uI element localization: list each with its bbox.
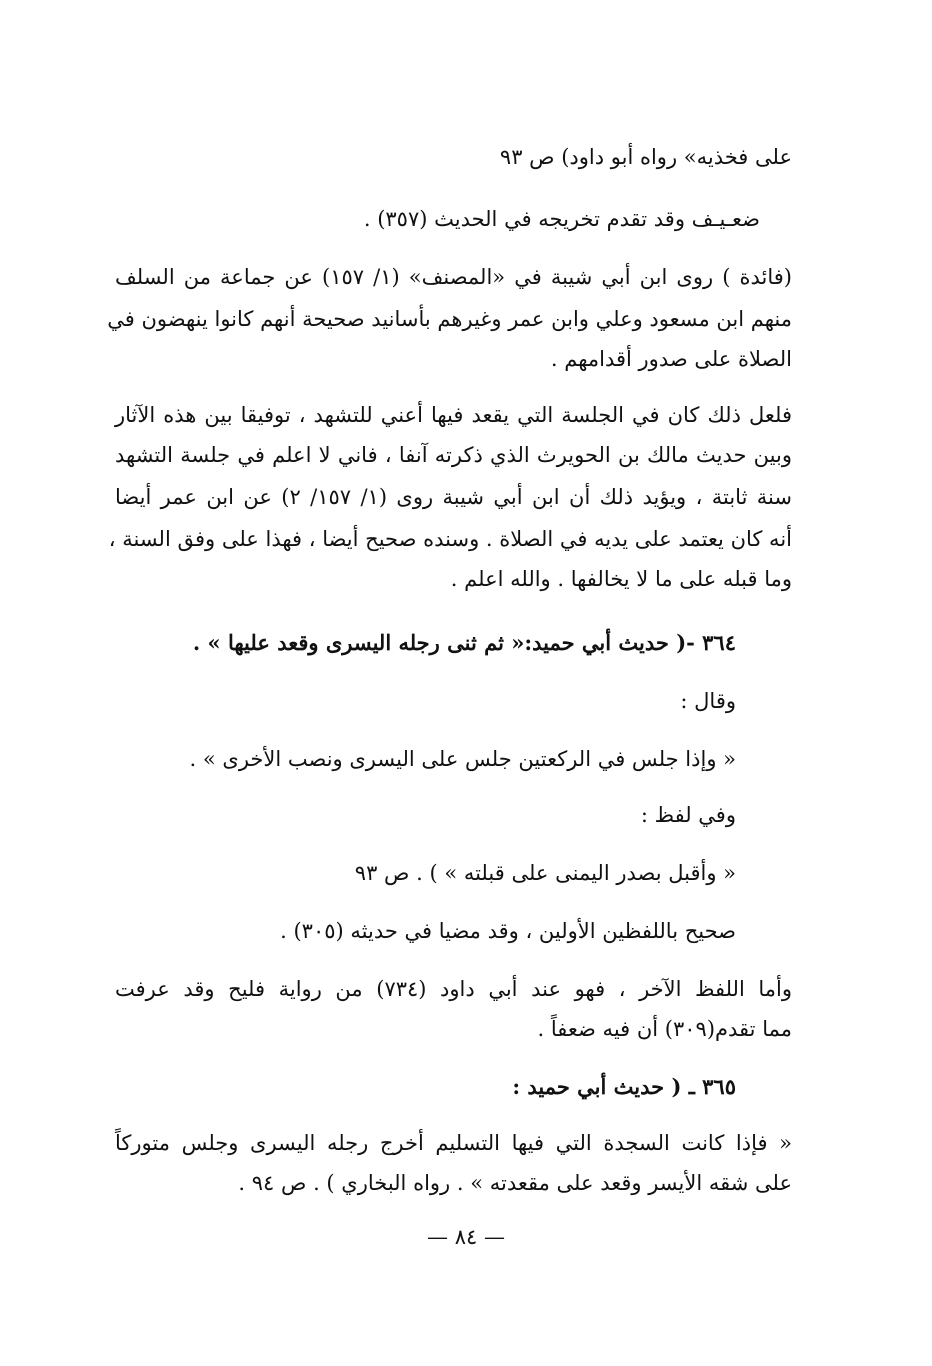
text-line: وقال : xyxy=(680,689,736,713)
text-line: الصلاة على صدور أقدامهم . xyxy=(550,347,792,371)
text-line: « وأقبل بصدر اليمنى على قبلته » ) . ص ٩٣ xyxy=(354,861,736,885)
text-line: أنه كان يعتمد على يديه في الصلاة . وسنده صحيح أيضا ، فهذا على وفق السنة ، xyxy=(108,527,792,551)
text-line: وما قبله على ما لا يخالفها . والله اعلم . xyxy=(450,567,792,591)
text-line: سنة ثابتة ، ويؤيد ذلك أن ابن أبي شيبة روى (١/ ١٥٧/ ٢) عن ابن عمر أيضا xyxy=(115,485,792,509)
grading-line: صحيح باللفظين الأولين ، وقد مضيا في حديثه (٣٠٥) . xyxy=(280,919,736,943)
text-line: « فإذا كانت السجدة التي فيها التسليم أخرج رجله اليسرى وجلس متوركاً xyxy=(115,1131,792,1155)
page-number: — ٨٤ — xyxy=(427,1225,505,1249)
grading-line: ضعـيـف وقد تقدم تخريجه في الحديث (٣٥٧) . xyxy=(363,207,760,231)
hadith-heading: ٣٦٤ -( حديث أبي حميد:« ثم ثنى رجله اليسرى وقعد عليها » . xyxy=(192,630,736,655)
text-line: منهم ابن مسعود وعلي وابن عمر وغيرهم بأسانيد صحيحة أنهم كانوا ينهضون في xyxy=(107,307,792,331)
text-line: على فخذيه» رواه أبو داود) ص ٩٣ xyxy=(499,145,792,169)
text-line: وأما اللفظ الآخر ، فهو عند أبي داود (٧٣٤) من رواية فليح وقد عرفت xyxy=(115,977,792,1001)
text-line: على شقه الأيسر وقعد على مقعدته » . رواه البخاري ) . ص ٩٤ . xyxy=(238,1171,792,1195)
text-line: وبين حديث مالك بن الحويرث الذي ذكرته آنفا ، فاني لا اعلم في جلسة التشهد xyxy=(115,443,792,467)
text-line: (فائدة ) روى ابن أبي شيبة في «المصنف» (١/ ١٥٧) عن جماعة من السلف xyxy=(115,265,792,289)
text-line: فلعل ذلك كان في الجلسة التي يقعد فيها أعني للتشهد ، توفيقا بين هذه الآثار xyxy=(115,403,792,427)
text-line: مما تقدم(٣٠٩) أن فيه ضعفاً . xyxy=(537,1017,792,1041)
hadith-heading: ٣٦٥ ـ ( حديث أبي حميد : xyxy=(512,1074,736,1099)
text-line: « وإذا جلس في الركعتين جلس على اليسرى ونصب الأخرى » . xyxy=(189,747,736,771)
text-line: وفي لفظ : xyxy=(640,803,736,827)
